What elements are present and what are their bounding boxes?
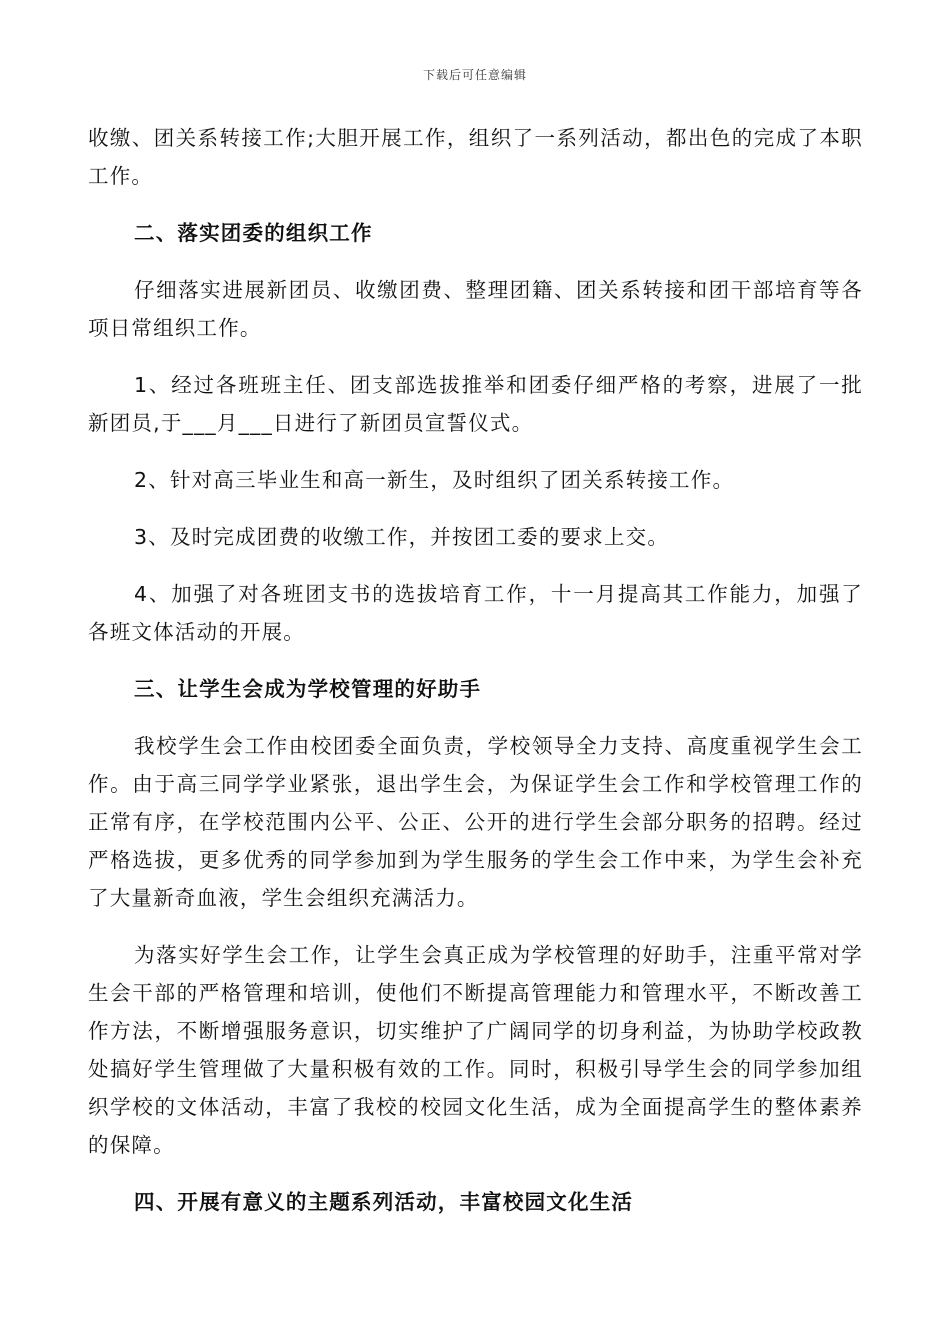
paragraph-student-union-2: 为落实好学生会工作，让学生会真正成为学校管理的好助手，注重平常对学生会干部的严格管理和培训，使他们不断提高管理能力和管理水平，不断改善工作方法，不断增强服务意识，切实维护了广阔同学的切身利益，为协助学校政教处搞好学生管理做了大量积极有效的工作。同时，积极引导学生会的同学参加组织学校的文体活动，丰富了我校的校园文化生活，成为全面提高学生的整体素养的保障。 [88, 943, 863, 1157]
paragraph-continuation: 收缴、团关系转接工作;大胆开展工作，组织了一系列活动，都出色的完成了本职工作。 [88, 126, 863, 188]
paragraph-item-2: 2、针对高三毕业生和高一新生，及时组织了团关系转接工作。 [134, 468, 735, 492]
paragraph-item-4: 4、加强了对各班团支书的选拔培育工作，十一月提高其工作能力，加强了各班文体活动的开展。 [88, 582, 863, 644]
paragraph-org-work: 仔细落实进展新团员、收缴团费、整理团籍、团关系转接和团干部培育等各项日常组织工作。 [88, 278, 863, 340]
header-note: 下载后可任意编辑 [422, 68, 527, 82]
paragraph-student-union-1: 我校学生会工作由校团委全面负责，学校领导全力支持、高度重视学生会工作。由于高三同学学业紧张，退出学生会，为保证学生会工作和学校管理工作的正常有序，在学校范围内公平、公正、公开的进行学生会部分职务的招聘。经过严格选拔，更多优秀的同学参加到为学生服务的学生会工作中来，为学生会补充了大量新奇血液，学生会组织充满活力。 [88, 734, 863, 910]
section-heading-3: 三、让学生会成为学校管理的好助手 [134, 677, 482, 701]
paragraph-item-3: 3、及时完成团费的收缴工作，并按团工委的要求上交。 [134, 525, 670, 549]
section-heading-4: 四、开展有意义的主题系列活动，丰富校园文化生活 [134, 1190, 634, 1214]
section-heading-2: 二、落实团委的组织工作 [134, 221, 373, 245]
paragraph-item-1: 1、经过各班班主任、团支部选拔推举和团委仔细严格的考察，进展了一批新团员,于___月___日进行了新团员宣誓仪式。 [88, 373, 863, 435]
document-body [88, 119, 863, 1240]
